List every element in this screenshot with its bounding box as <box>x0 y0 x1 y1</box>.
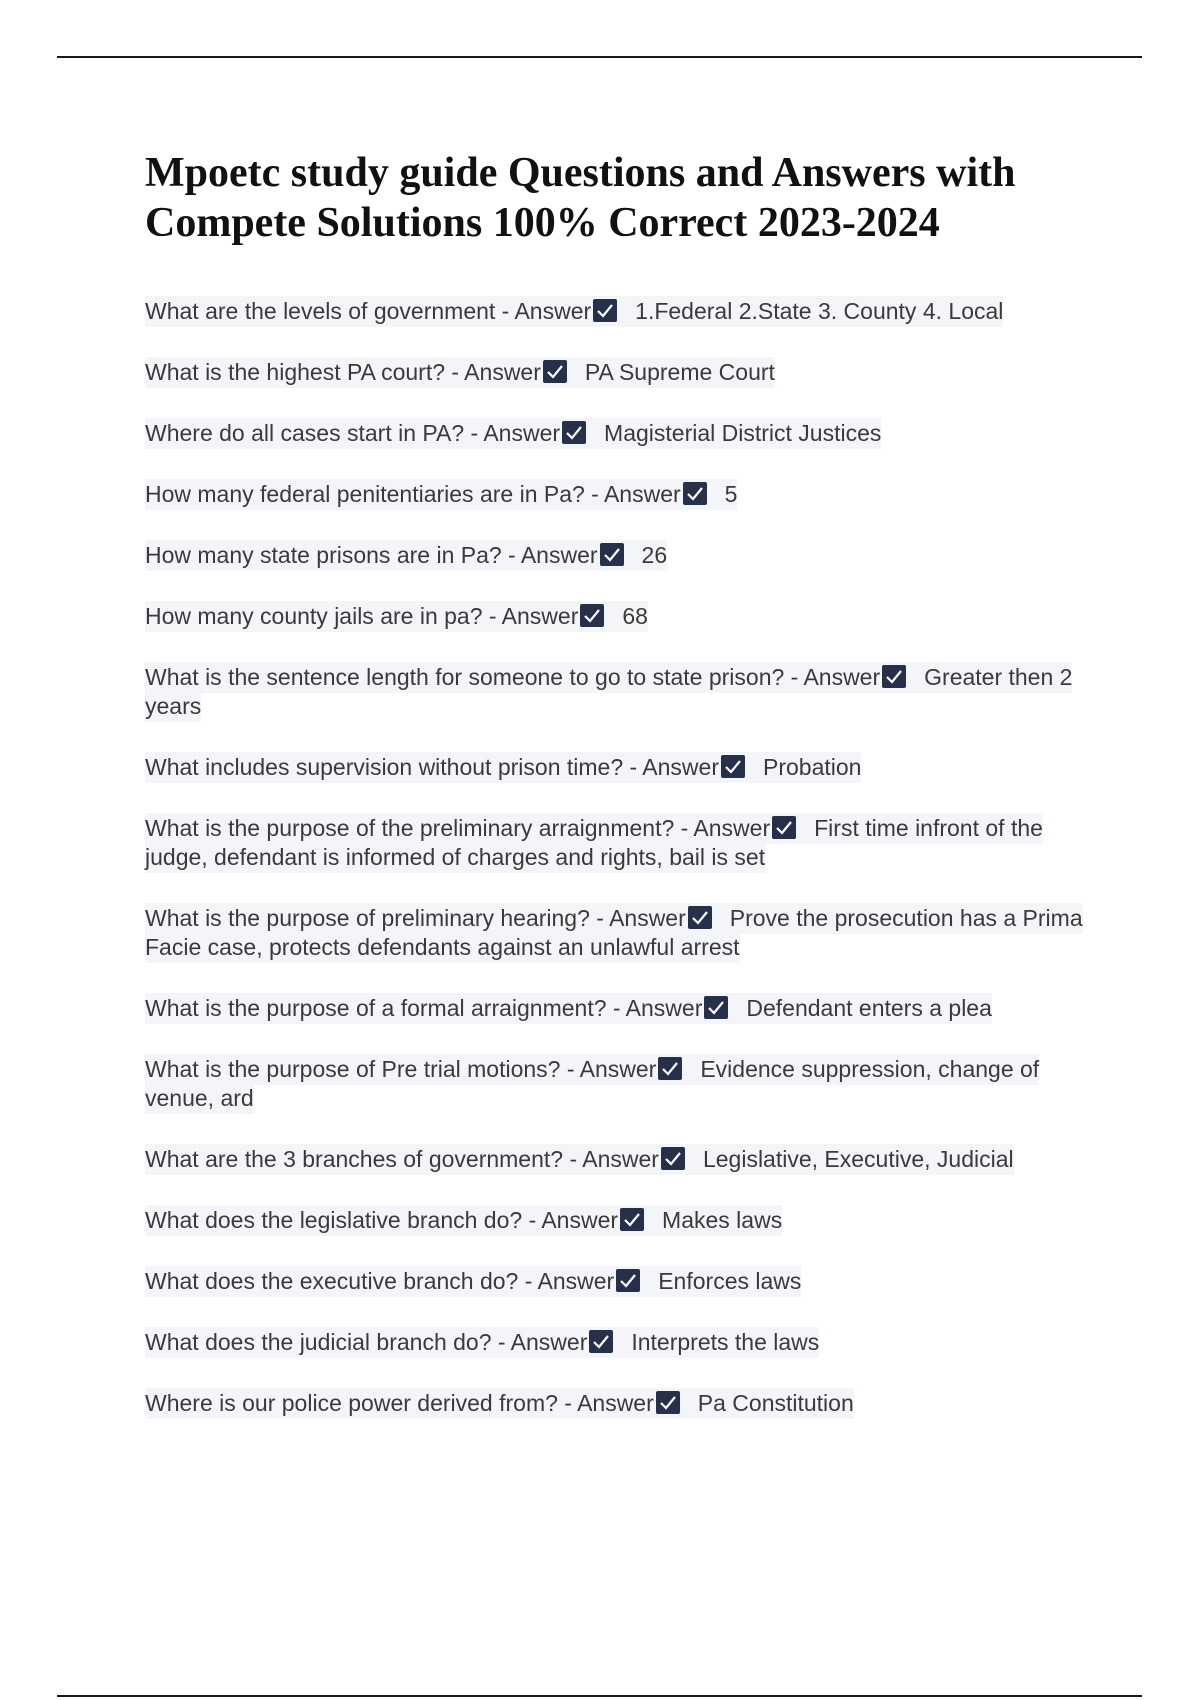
answer-text: Legislative, Executive, Judicial <box>702 1146 1014 1172</box>
question-text: What is the sentence length for someone to go to state prison? - Answer <box>145 664 881 690</box>
answer-text: 5 <box>724 481 738 507</box>
question-text: What does the legislative branch do? - Answer <box>145 1207 619 1233</box>
bottom-rule <box>57 1695 1142 1697</box>
question-text: What is the purpose of the preliminary arraignment? - Answer <box>145 815 771 841</box>
question-text: What are the levels of government - Answer <box>145 298 592 324</box>
qa-item <box>145 1328 1085 1357</box>
checkbox-checked-icon <box>562 421 586 444</box>
checkbox-checked-icon <box>620 1208 644 1231</box>
qa-item <box>145 994 1085 1023</box>
checkbox-checked-icon <box>661 1147 685 1170</box>
question-text: How many federal penitentiaries are in Pa? - Answer <box>145 481 681 507</box>
qa-item <box>145 480 1085 509</box>
answer-text: Magisterial District Justices <box>604 420 882 446</box>
answer-text: Probation <box>762 754 862 780</box>
qa-item <box>145 297 1085 326</box>
qa-item <box>145 541 1085 570</box>
answer-text: Greater then 2 years <box>145 664 1073 719</box>
question-text: What is the purpose of preliminary hearing? - Answer <box>145 905 686 931</box>
qa-item <box>145 419 1085 448</box>
qa-item <box>145 358 1085 387</box>
document-title: Mpoetc study guide Questions and Answers with Compete Solutions 100% Correct 2023-2024 <box>145 150 1016 246</box>
question-text: How many county jails are in pa? - Answer <box>145 603 579 629</box>
answer-text: Evidence suppression, change of venue, ard <box>145 1056 1040 1111</box>
qa-item <box>145 1055 1085 1113</box>
answer-text: Pa Constitution <box>697 1390 854 1416</box>
qa-list <box>145 297 1085 1450</box>
checkbox-checked-icon <box>543 360 567 383</box>
checkbox-checked-icon <box>589 1330 613 1353</box>
checkbox-checked-icon <box>656 1391 680 1414</box>
checkbox-checked-icon <box>580 604 604 627</box>
question-text: What does the executive branch do? - Answer <box>145 1268 615 1294</box>
answer-text: 26 <box>641 542 668 568</box>
checkbox-checked-icon <box>688 906 712 929</box>
qa-item <box>145 1267 1085 1296</box>
checkbox-checked-icon <box>593 299 617 322</box>
answer-text: Interprets the laws <box>631 1329 820 1355</box>
question-text: What includes supervision without prison time? - Answer <box>145 754 719 780</box>
qa-item <box>145 904 1085 962</box>
answer-text: Enforces laws <box>658 1268 802 1294</box>
question-text: What is the purpose of Pre trial motions? - Answer <box>145 1056 657 1082</box>
question-text: How many state prisons are in Pa? - Answer <box>145 542 598 568</box>
answer-text: PA Supreme Court <box>584 359 775 385</box>
question-text: What is the highest PA court? - Answer <box>145 359 541 385</box>
checkbox-checked-icon <box>616 1269 640 1292</box>
question-text: What does the judicial branch do? - Answer <box>145 1329 588 1355</box>
qa-item <box>145 602 1085 631</box>
checkbox-checked-icon <box>683 482 707 505</box>
checkbox-checked-icon <box>721 755 745 778</box>
qa-item <box>145 753 1085 782</box>
checkbox-checked-icon <box>658 1057 682 1080</box>
answer-text: Prove the prosecution has a Prima Facie case, protects defendants against an unlawful arrest <box>145 905 1083 960</box>
question-text: Where do all cases start in PA? - Answer <box>145 420 561 446</box>
answer-text: 68 <box>622 603 648 629</box>
checkbox-checked-icon <box>772 816 796 839</box>
qa-item <box>145 1206 1085 1235</box>
qa-item <box>145 1145 1085 1174</box>
qa-item <box>145 1389 1085 1418</box>
top-rule <box>57 56 1142 58</box>
answer-text: Defendant enters a plea <box>746 995 992 1021</box>
checkbox-checked-icon <box>600 543 624 566</box>
checkbox-checked-icon <box>882 665 906 688</box>
qa-item <box>145 663 1085 721</box>
question-text: What are the 3 branches of government? - Answer <box>145 1146 659 1172</box>
answer-text: First time infront of the judge, defendant is informed of charges and rights, bail is set <box>145 815 1043 870</box>
qa-item <box>145 814 1085 872</box>
question-text: Where is our police power derived from? - Answer <box>145 1390 654 1416</box>
checkbox-checked-icon <box>704 996 728 1019</box>
question-text: What is the purpose of a formal arraignment? - Answer <box>145 995 703 1021</box>
answer-text: Makes laws <box>662 1207 783 1233</box>
answer-text: 1.Federal 2.State 3. County 4. Local <box>635 298 1004 324</box>
